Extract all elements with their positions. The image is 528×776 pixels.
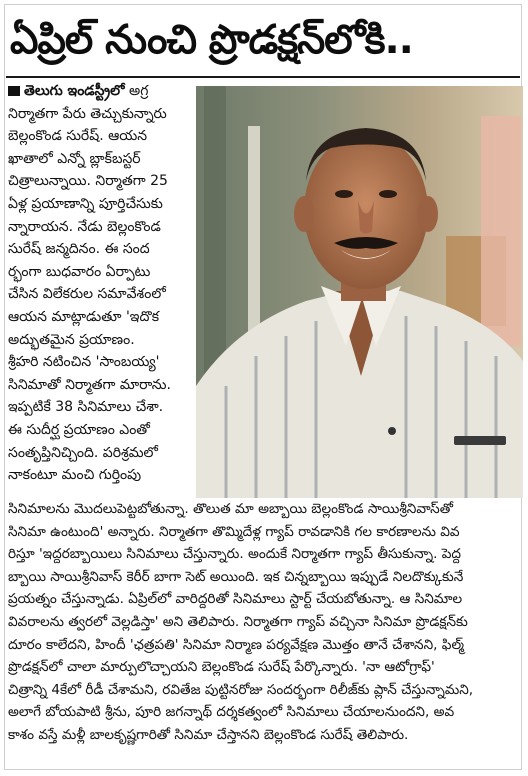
lead-line: సురేష్ జన్మదినం. ఈ సంద	[8, 241, 150, 258]
body-line: రిస్తూ 'ఇద్దరబ్బాయిలు సినిమాలు చేస్తున్నారు. అందుకే నిర్మాతగా గ్యాప్ తీసుకున్నా. పెద్ద	[8, 546, 462, 563]
lead-line: శ్రీహరి నటించిన 'సాంబయ్య'	[8, 354, 160, 371]
lead-line: అద్భుతమైన ప్రయాణం.	[8, 331, 135, 348]
lead-line: ఏళ్ల ప్రయాణాన్ని పూర్తిచేసుకు	[8, 195, 163, 212]
lead-line: చిత్రాలున్నాయి. నిర్మాతగా 25	[8, 173, 168, 190]
lead-line: ఖాతాలో ఎన్నో బ్లాక్‌బస్టర్	[8, 150, 141, 167]
article-headline: ఏప్రిల్ నుంచి ప్రొడక్షన్‌లోకి..	[10, 17, 413, 63]
dateline: తెలుగు ఇండస్ట్రీలో	[24, 83, 125, 99]
lead-line: బెల్లంకొండ సురేష్. ఆయన	[8, 128, 148, 145]
lead-line: ఈ సుదీర్ఘ ప్రయాణం ఎంతో	[8, 421, 150, 438]
body-line: సినిమా ఉంటుంది' అన్నారు. నిర్మాతగా తొమ్మిదేళ్ల గ్యాప్ రావడానికి గల కారణాలను వివ	[8, 523, 460, 540]
body-line: సినిమాలను మొదలుపెట్టబోతున్నా. తొలుత మా అబ్బాయి బెల్లంకొండ సాయిశ్రీనివాస్‌తో	[8, 501, 453, 517]
body-line: చిత్రాన్ని 4కేలో రీడీ చేశామని, రవితేజ పుట్టినరోజు సందర్భంగా రిలీజ్‌కు ప్లాన్ చేస్తున్నామని,	[8, 681, 474, 698]
body-line: ప్రొడక్షన్‌లో చాలా మార్పులొచ్చాయని బెల్లంకొండ సురేష్ పేర్కొన్నారు. 'నా ఆటోగ్రాఫ్'	[8, 659, 435, 676]
body-line: దూరం కాలేదని, హిందీ 'ఛత్రపతి' సినిమా నిర్మాణ పర్యవేక్షణ మొత్తం తానే చేశానని, ఫిల్మ్	[8, 636, 465, 653]
lead-line: సంతృప్తినిచ్చింది. పరిశ్రమలో	[8, 444, 158, 461]
lead-column	[8, 80, 192, 496]
lead-line: సినిమాతో నిర్మాతగా మారాను.	[8, 376, 171, 393]
lead-line-text: అగ్ర	[129, 83, 149, 99]
lead-line: ర్భంగా బుధవారం ఏర్పాటు	[8, 263, 151, 280]
headline-rule	[6, 76, 520, 78]
portrait-photo	[196, 86, 523, 498]
body-line: కాశం వస్తే మళ్లీ బాలకృష్ణగారితో సినిమా చేస్తానని బెల్లంకొండ సురేష్ తెలిపారు.	[8, 726, 409, 743]
lead-line	[8, 80, 192, 103]
body-line: ప్రయత్నం చేస్తున్నాడు. ఏప్రిల్‌లో వారిద్దరితో సినిమాలు స్టార్ట్ చేయబోతున్నా. ఆ సినిమాల	[8, 591, 463, 608]
lead-line: ఇప్పటికే 38 సినిమాలు చేశా.	[8, 399, 164, 416]
lead-line: చేసిన విలేకరుల సమావేశంలో	[8, 286, 166, 303]
lead-line: నిర్మాతగా పేరు తెచ్చుకున్నారు	[8, 105, 167, 122]
lead-line: నాకంటూ మంచి గుర్తింపు	[8, 467, 142, 484]
lead-line: ఆయన మాట్లాడుతూ 'ఇదొక	[8, 308, 160, 325]
body-line: వివరాలను త్వరలో వెల్లడిస్తా' అని తెలిపారు. నిర్మాతగా గ్యాప్ వచ్చినా సినిమా ప్రొడక్షన్‌కు	[8, 613, 468, 630]
bullet-icon	[8, 86, 20, 96]
body-line: అలాగే బోయపాటి శ్రీను, పూరి జగన్నాథ్ దర్శకత్వంలో సినిమాలు చేయాలనుందని, అవ	[8, 704, 455, 721]
article-body	[8, 498, 522, 768]
body-line: బ్బాయి సాయిశ్రీనివాస్ కెరీర్ బాగా సెట్ అయింది. ఇక చిన్నబ్బాయి ఇప్పుడే నిలదొక్కుకునే	[8, 568, 464, 585]
portrait-illustration	[196, 86, 523, 498]
lead-line: న్నారాయన. నేడు బెల్లంకొండ	[8, 218, 161, 235]
